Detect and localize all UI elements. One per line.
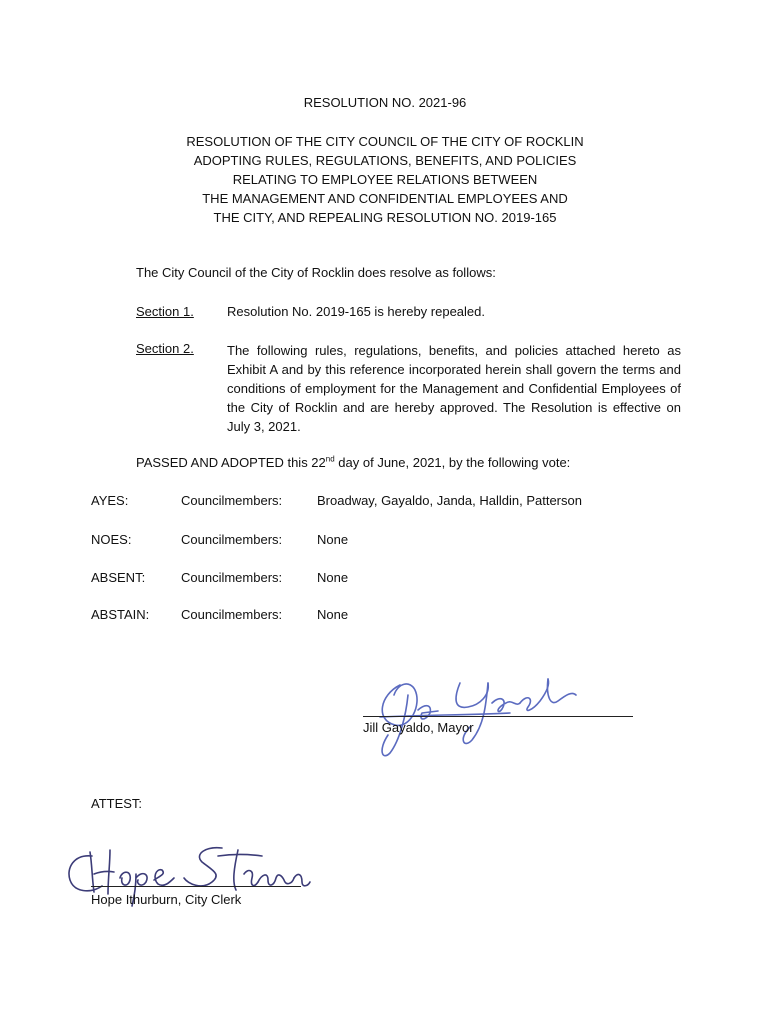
intro-text: The City Council of the City of Rocklin does resolve as follows: [136,265,496,280]
title-line: RESOLUTION OF THE CITY COUNCIL OF THE CITY OF ROCKLIN [186,134,584,149]
mayor-signature-line [363,716,633,717]
vote-label: ABSENT: [91,570,146,585]
vote-role: Councilmembers: [181,532,283,547]
resolution-title [0,132,770,227]
vote-names: None [317,607,349,622]
clerk-signature-line [91,886,301,887]
vote-names: Broadway, Gayaldo, Janda, Halldin, Patterson [317,493,582,508]
section-1-label: Section 1. [136,304,194,319]
passed-superscript: nd [325,454,335,464]
vote-label: ABSTAIN: [91,607,150,622]
section-2-label: Section 2. [136,341,194,356]
title-line: ADOPTING RULES, REGULATIONS, BENEFITS, AND POLICIES [193,153,577,168]
title-line: THE CITY, AND REPEALING RESOLUTION NO. 2019-165 [213,210,557,225]
vote-names: None [317,532,349,547]
passed-adopted-statement [136,455,570,470]
vote-label: AYES: [91,493,129,508]
title-line: THE MANAGEMENT AND CONFIDENTIAL EMPLOYEES AND [202,191,568,206]
vote-role: Councilmembers: [181,570,283,585]
passed-text-before: PASSED AND ADOPTED this 22 [136,455,326,470]
mayor-name-title: Jill Gayaldo, Mayor [363,720,474,735]
attest-label: ATTEST: [91,796,143,811]
vote-role: Councilmembers: [181,607,283,622]
section-2-text: The following rules, regulations, benefits, and policies attached hereto as Exhibit A and by this reference incorporated herein shall govern the terms and conditions of employment for the Management and Confidential Employees of the City of Rocklin and are hereby approved. The Resolution is effective on July 3, 2021. [227,343,681,434]
vote-role: Councilmembers: [181,493,283,508]
resolution-number: RESOLUTION NO. 2021-96 [303,95,467,110]
vote-names: None [317,570,349,585]
title-line: RELATING TO EMPLOYEE RELATIONS BETWEEN [232,172,538,187]
mayor-signature [360,665,590,765]
vote-label: NOES: [91,532,132,547]
passed-text-after: day of June, 2021, by the following vote: [334,455,571,470]
clerk-name-title: Hope Ithurburn, City Clerk [91,892,242,907]
section-1-text: Resolution No. 2019-165 is hereby repealed. [227,304,486,319]
